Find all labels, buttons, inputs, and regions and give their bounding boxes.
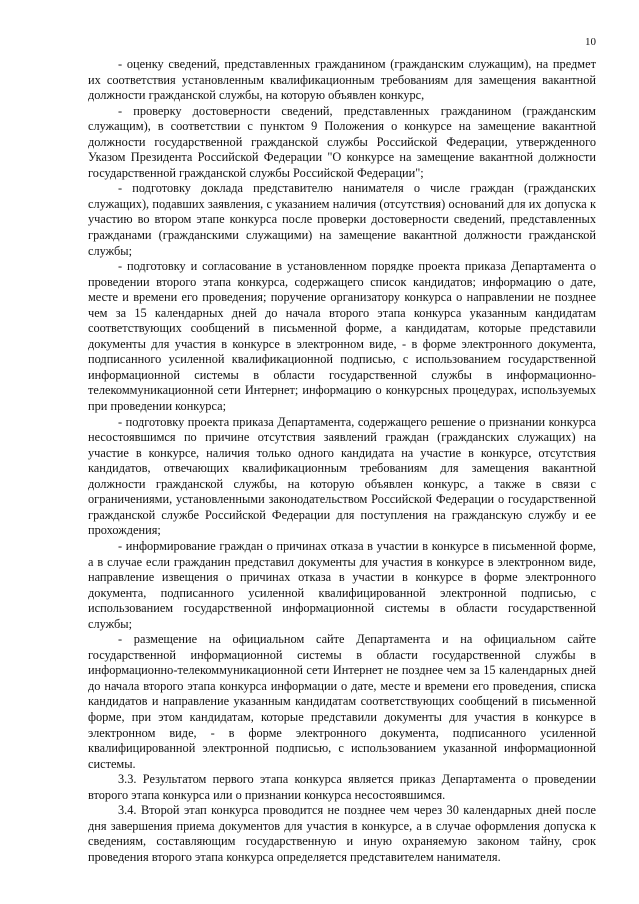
page-number: 10 <box>585 36 596 48</box>
paragraph-report-preparation: - подготовку доклада представителю нанимателя о числе граждан (гражданских служащих), подавших заявления, с указанием наличия (отсутствия) оснований для их допуска к участию во втором этапе конкурса после проверки достоверности сведений, представленных гражданами (гражданскими служащими) на замещение вакантной должности гражданской службы; <box>88 181 596 258</box>
paragraph-order-draft-failed-contest: - подготовку проекта приказа Департамента, содержащего решение о признании конкурса несостоявшимся по причине отсутствия заявлений граждан (гражданских служащих) на участие в конкурсе, наличия только одного кандидата на участие в конкурсе, отсутствия кандидатов, отвечающих квалификационным требованиям для замещения вакантной должности гражданской службы, на которую объявлен конкурс, а также в связи с ограничениями, установленными законодательством Российской Федерации о государственной гражданской службе Российской Федерации для поступления на гражданскую службу и ее прохождения; <box>88 414 596 538</box>
paragraph-order-draft-second-stage: - подготовку и согласование в установленном порядке проекта приказа Департамента о проведении второго этапа конкурса, содержащего список кандидатов; информацию о дате, месте и времени его проведения; поручение организатору конкурса о направлении не позднее чем за 15 календарных дней до начала второго этапа конкурса указанным кандидатам соответствующих сообщений в письменной форме, а кандидатам, которые представили документы для участия в конкурсе в электронном виде, - в форме электронного документа, подписанного усиленной квалификационной подписью, с использованием государственной информационной системы в области государственной службы в информационно-телекоммуникационной сети Интернет; информацию о конкурсных процедурах, используемых при проведении конкурса; <box>88 259 596 414</box>
paragraph-section-3-4: 3.4. Второй этап конкурса проводится не позднее чем через 30 календарных дней после дня завершения приема документов для участия в конкурсе, а в случае оформления допуска к сведениям, составляющим государственную и иную охраняемую законом тайну, срок проведения второго этапа конкурса определяется представителем нанимателя. <box>88 803 596 864</box>
document-body <box>88 57 596 865</box>
paragraph-evaluation-of-info: - оценку сведений, представленных гражданином (гражданским служащим), на предмет их соответствия установленным квалификационным требованиям для замещения вакантной должности гражданской службы, на которую объявлен конкурс, <box>88 57 596 103</box>
paragraph-verification: - проверку достоверности сведений, представленных гражданином (гражданским служащим), в соответствии с пунктом 9 Положения о конкурсе на замещение вакантной должности государственной гражданской службы Российской Федерации, утвержденного Указом Президента Российской Федерации "О конкурсе на замещение вакантной должности государственной гражданской службы Российской Федерации"; <box>88 103 596 180</box>
paragraph-refusal-notification: - информирование граждан о причинах отказа в участии в конкурсе в письменной форме, а в случае если гражданин представил документы для участия в конкурсе в электронном виде, направление извещения о причинах отказа в участии в конкурсе в форме электронного документа, подписанного усиленной квалифицированной электронной подписью, с использованием государственной информационной системы в области государственной службы; <box>88 538 596 631</box>
paragraph-website-publication: - размещение на официальном сайте Департамента и на официальном сайте государственной информационной системы в области государственной службы в информационно-телекоммуникационной сети Интернет не позднее чем за 15 календарных дней до начала второго этапа конкурса информации о дате, месте и времени его проведения, списка кандидатов и направление указанным кандидатам соответствующих сообщений в письменной форме, при этом кандидатам, которые представили документы для участия в конкурсе в электронном виде, - в форме электронного документа, подписанного усиленной квалифицированной электронной подписью, с использованием указанной информационной системы. <box>88 632 596 771</box>
paragraph-section-3-3: 3.3. Результатом первого этапа конкурса является приказ Департамента о проведении второго этапа конкурса или о признании конкурса несостоявшимся. <box>88 772 596 802</box>
